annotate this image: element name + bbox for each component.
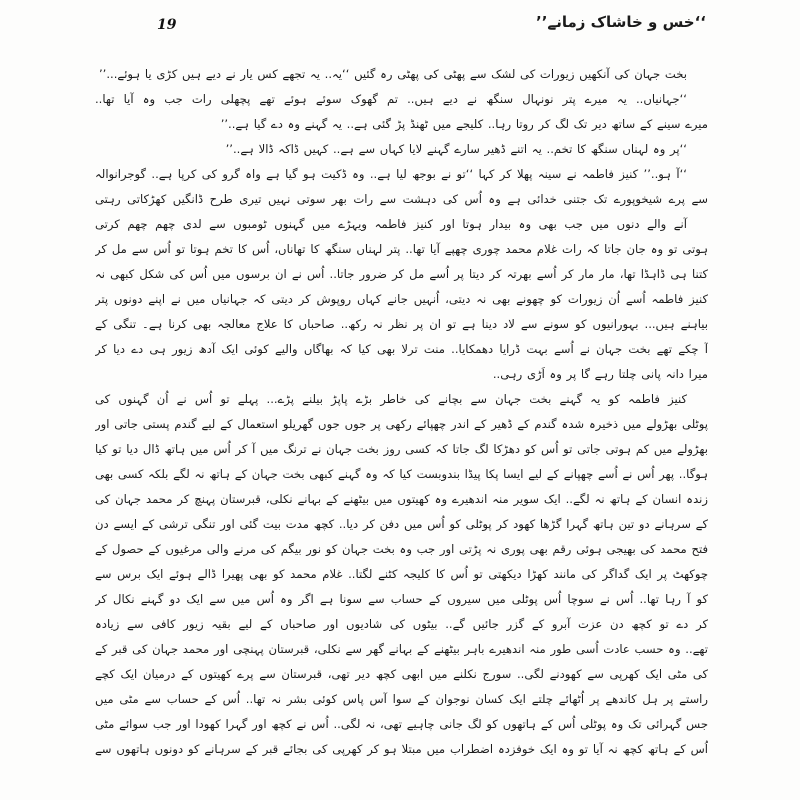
text-line: آنے والے دنوں میں جب بھی وہ بیدار ہوتا اور کنیز فاطمہ ویہڑے میں گہنوں ٹومبوں سے لدی چھم چھم کرتی [95, 217, 687, 231]
page-number: 19 [157, 17, 177, 33]
text-line: میرے سینے کے ساتھ دیر تک لگ کر روتا رہا.. کلیجے میں ٹھنڈ پڑ گئی ہے.. یہ گہنے وہ دے گیا ہے..’’ [220, 117, 708, 131]
text-line: ‘‘آ ہو..’’ کنیز فاطمہ نے سینہ پھلا کر کہا ‘‘تو نے بوجھ لیا ہے.. وہ ڈکیت ہو گیا ہے واہ گرو کی کرپا ہے.. گوجرانوالہ [95, 167, 687, 181]
text-line: سے پرے شیخوپورے تک جتنی خدائی ہے وہ اُس کی دہشت سے رات بھر سوتی نہیں تیری طرح ڈانگیں کھڑکاتی رہتی [95, 192, 708, 206]
text-line: کنیز فاطمہ کو یہ گہنے بخت جہان سے بچانے کی خاطر بڑے پاپڑ بیلنے پڑے... پہلے تو اُس نے اُن گہنوں کی [95, 392, 687, 406]
text-line: ہوتی تو وہ جان جاتا کہ رات غلام محمد چوری چھپے آیا تھا.. پتر لہناں سنگھ کا تھاناں، اُس کا تخم ہوتا تو اُس سے مل کر [95, 242, 708, 256]
body-text [95, 62, 708, 768]
text-line: آ چکے تھے بخت جہان نے اُسے بہت ڈرایا دھمکایا.. منت ترلا بھی کیا کہ بھاگاں والیے کوئی ایک آدھ زیور ہی دے دیا کر [95, 342, 708, 356]
text-line: زندہ انسان کے ہاتھ نہ لگے.. ایک سویر منہ اندھیرے وہ کھیتوں میں بیٹھنے کے بہانے نکلی، قبرستان پہنچ کر محمد جہان کی [95, 492, 708, 506]
text-line: فتح محمد کی بھیجی ہوئی رقم بھی پوری نہ پڑتی اور جب وہ بخت جہان کو نور بیگم کی مرنے والی مرغیوں کے حصول کے [95, 542, 708, 556]
text-line: کے سرہانے دو تین ہاتھ گہرا گڑھا کھود کر پوٹلی کو اُس میں دفن کر دیا.. کچھ مدت بیت گئی اور تنگی ترشی کے ایسے دن [95, 517, 708, 531]
text-line: میرا دانہ پانی چلتا رہے گا پر وہ اَڑی رہی.. [492, 367, 708, 381]
text-line: تھے.. وہ حسب عادت اُسی طور منہ اندھیرے باہر بیٹھنے کے بہانے گھر سے نکلی، قبرستان پہنچی اور محمد جہان کی قبر کے [95, 642, 708, 656]
text-line: کو آ رہا تھا.. اُس نے سوچا اُس پوٹلی میں سیروں کے حساب سے سونا ہے اگر وہ اُس میں سے ایک دو گہنے نکال کر [95, 592, 708, 606]
text-line: کنیز فاطمہ اُسے اُن زیورات کو چھونے بھی نہ دیتی، اُنہیں جانے کہاں روپوش کر دیتی کہ جہانیاں میں نے اپنے دونوں پتر [95, 292, 708, 306]
text-line: پوٹلی بھڑولے میں ذخیرہ شدہ گندم کے ڈھیر کے اندر چھپائے رکھی پر جوں جوں گھریلو استعمال کے لیے گندم پستی جاتی اور [95, 417, 708, 431]
text-line: ‘‘جہانیاں.. یہ میرے پتر نونہال سنگھ نے دیے ہیں.. تم گھوک سوئے ہوئے تھے پچھلی رات جب وہ آیا تھا.. [95, 92, 687, 106]
text-line: کر دے تو کچھ دن عزت آبرو کے گزر جائیں گے.. بیٹوں کی شادیوں اور صاحباں کے لیے بقیہ زیور کافی سے زیادہ [95, 617, 708, 631]
text-line: بیاہنے ہیں... بہورانیوں کو سونے سے لاد دینا ہے تو ان پر نظر نہ رکھ.. صاحباں کا علاج معالجہ بھی کرنا ہے۔ تنگی کے [95, 317, 708, 331]
text-line: کتنا ہی ڈاہڈا تھا، مار مار کر اُسے بھرتہ کر دیتا پر اُسے مل کر ضرور جاتا.. اُس نے ان برسوں میں اُس کی شکل کبھی نہ [95, 267, 708, 281]
text-line: ہوگا.. پھر اُس نے اُسے چھپانے کے لیے ایسا پکا پیڈا بندوبست کیا کہ وہ گہنے کبھی بخت جہان کے ہاتھ نہ لگے بلکہ کسی بھی [95, 467, 708, 481]
text-line: کی مٹی ایک کھرپی سے کھودنے لگی.. سورج نکلنے میں ابھی کچھ دیر تھی، قبرستان سے پرے کھیتوں کے درمیان ایک کچے [95, 667, 708, 681]
text-line: ‘‘پر وہ لہناں سنگھ کا تخم.. یہ اتنے ڈھیر سارے گہنے لایا کہاں سے ہے.. کہیں ڈاکہ ڈالا ہے..’’ [225, 142, 687, 156]
text-line: جس گہرائی تک وہ پوٹلی اُس کے ہاتھوں کو لگ جانی چاہیے تھی، نہ لگی.. اُس نے کچھ اور گہرا کھودا اور جب سوائے مٹی [95, 717, 708, 731]
text-line: بھڑولے میں کم ہوتی جاتی تو اُس کو دھڑکا لگ جاتا کہ کسی روز بخت جہان نے ترنگ میں آ کر اُس میں ہاتھ ڈال دیا تو کیا [95, 442, 708, 456]
text-line: اُس کے ہاتھ کچھ نہ آیا تو وہ ایک خوفزدہ اضطراب میں مبتلا ہو کر کھرپی کی بجائے قبر کے سرہانے کو دونوں ہاتھوں سے [95, 742, 708, 756]
text-line: راستے پر ہل کاندھے پر اُٹھائے چلتے ایک کسان نوجوان کے سوا آس پاس کوئی بشر نہ تھا.. اُس کے حساب سے مٹی میں [95, 692, 708, 706]
running-header-book-title: ‘‘خس و خاشاک زمانے’’ [536, 13, 706, 31]
text-line: چوکھٹ پر ایک گداگر کی مانند کھڑا دیکھتی تو اُس کا کلیجہ کٹنے لگتا.. غلام محمد کو بھی پھیرا ڈالے ہوئے ایک برس سے [95, 567, 708, 581]
text-line: بخت جہان کی آنکھیں زیورات کی لشک سے پھٹی کی پھٹی رہ گئیں ‘‘یہ.. یہ تجھے کس یار نے دیے ہیں کڑی یا ہوئے...’’ [98, 67, 687, 81]
